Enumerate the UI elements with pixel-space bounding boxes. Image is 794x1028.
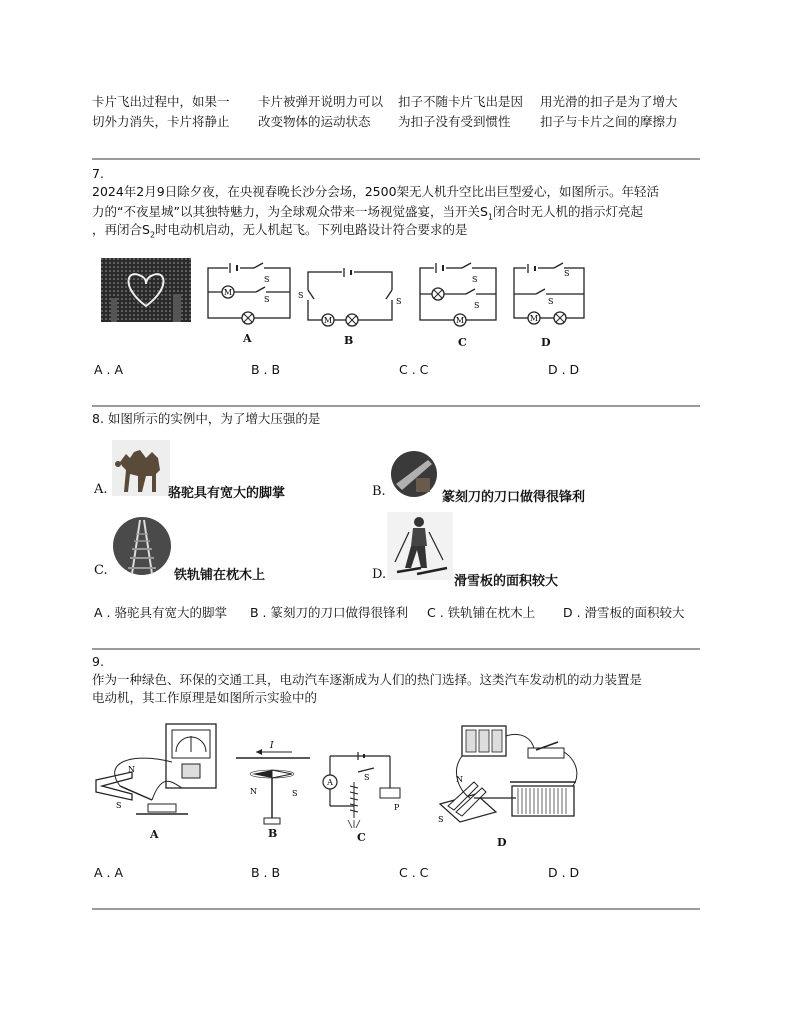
q9-b-n-label: N: [250, 787, 257, 796]
q7-answer-c[interactable]: C . C: [399, 362, 429, 377]
divider: [92, 405, 700, 407]
q9-c-ammeter-label: A: [327, 778, 333, 787]
divider: [92, 648, 700, 650]
skier-image: [387, 512, 453, 580]
q8-answer-c[interactable]: C . 铁轨铺在枕木上: [427, 605, 536, 620]
q7-circuit-label-b: B: [344, 334, 354, 347]
svg-text:S: S: [396, 297, 402, 306]
q9-figure-label-d: D: [497, 836, 507, 849]
q7-stem-line2-sub: 1: [487, 212, 493, 222]
q9-b-current-label: I: [270, 741, 274, 751]
q7-circuit-b: [298, 268, 402, 325]
q6-option-d-line2: 扣子与卡片之间的摩擦力: [540, 114, 678, 129]
q9-a-n-label: N: [128, 765, 135, 774]
q8-item-b-caption: 篆刻刀的刀口做得很锋利: [442, 490, 586, 505]
q7-answer-b[interactable]: B . B: [251, 362, 281, 377]
svg-text:S: S: [298, 291, 304, 300]
q7-stem-line3: ，再闭合S: [92, 222, 150, 237]
q6-option-b-line1: 卡片被弹开说明力可以: [258, 94, 384, 109]
q7-number: 7.: [92, 166, 104, 181]
q9-number: 9.: [92, 654, 104, 669]
q7-stem-line3-sub: 2: [149, 230, 156, 240]
q8-item-a-caption: 骆驼具有宽大的脚掌: [168, 486, 286, 501]
svg-text:S: S: [474, 301, 480, 310]
svg-text:N: N: [456, 775, 463, 784]
q9-c-p-label: P: [394, 803, 400, 812]
q8-item-d-caption: 滑雪板的面积较大: [454, 574, 559, 589]
q9-stem-line2: 电动机，其工作原理是如图所示实验中的: [92, 690, 318, 705]
q9-answer-d[interactable]: D . D: [548, 865, 580, 880]
q8-item-c-caption: 铁轨铺在枕木上: [174, 568, 266, 583]
q9-figure-a: [92, 722, 222, 832]
svg-text:S: S: [364, 773, 370, 782]
q7-answer-a[interactable]: A . A: [94, 362, 124, 377]
railway-image: [112, 516, 172, 576]
q7-circuit-a: [206, 262, 296, 322]
q7-stem-line1: 2024年2月9日除夕夜，在央视春晚长沙分会场，2500架无人机升空比出巨型爱心，如图所示。年轻活: [92, 184, 660, 199]
svg-text:S: S: [264, 275, 270, 284]
svg-text:M: M: [529, 314, 539, 323]
q7-stem-line2-after: 闭合时无人机的指示灯亮起: [492, 204, 643, 219]
divider: [92, 908, 700, 910]
q7-answer-d[interactable]: D . D: [548, 362, 580, 377]
q7-circuit-label-c: C: [458, 336, 467, 349]
q9-figure-b: [232, 741, 314, 832]
camel-image: [112, 440, 170, 496]
q8-item-b-letter: B.: [372, 484, 386, 499]
q7-stem-line3-after: 时电动机启动，无人机起飞。下列电路设计符合要求的是: [155, 222, 468, 237]
q7-drone-photo: [101, 258, 191, 322]
q9-figure-label-a: A: [150, 828, 159, 841]
carving-knife-image: [388, 450, 440, 498]
q9-figure-label-b: B: [268, 827, 278, 840]
q9-figure-d: [440, 722, 590, 840]
q9-b-s-label: S: [292, 789, 298, 798]
q6-option-c-line2: 为扣子没有受到惯性: [398, 114, 511, 129]
q6-option-a-line2: 切外力消失，卡片将静止: [92, 114, 230, 129]
q7-stem-line2: 力的“不夜星城”以其独特魅力，为全球观众带来一场视觉盛宴，当开关S: [92, 204, 488, 219]
q7-a-motor-label: M: [223, 288, 233, 297]
svg-text:M: M: [323, 316, 333, 325]
svg-text:S: S: [472, 275, 478, 284]
svg-text:S: S: [438, 815, 444, 824]
q9-answer-c[interactable]: C . C: [399, 865, 429, 880]
q7-circuit-label-d: D: [541, 336, 551, 349]
q8-item-d-letter: D.: [372, 567, 387, 582]
q7-circuit-d: [512, 264, 588, 324]
q9-answer-a[interactable]: A . A: [94, 865, 124, 880]
q9-answer-b[interactable]: B . B: [251, 865, 281, 880]
q6-option-c-line1: 扣子不随卡片飞出是因: [398, 94, 524, 109]
q8-answer-d[interactable]: D . 滑雪板的面积较大: [563, 605, 685, 620]
q6-option-d: [540, 92, 678, 132]
svg-text:S: S: [264, 295, 270, 304]
q8-answer-b[interactable]: B . 篆刻刀的刀口做得很锋利: [250, 605, 408, 620]
q6-option-d-line1: 用光滑的扣子是为了增大: [540, 94, 678, 109]
svg-text:M: M: [455, 316, 465, 325]
svg-text:S: S: [548, 297, 554, 306]
q7-stem-line3-wrap: [92, 220, 468, 246]
q9-figure-c: [318, 752, 404, 830]
q6-option-b-line2: 改变物体的运动状态: [258, 114, 371, 129]
q9-stem-line1: 作为一种绿色、环保的交通工具，电动汽车逐渐成为人们的热门选择。这类汽车发动机的动力装置是: [92, 672, 643, 687]
q8-answer-a[interactable]: A . 骆驼具有宽大的脚掌: [94, 605, 227, 620]
q8-item-a-letter: A.: [94, 482, 108, 497]
q8-item-c-letter: C.: [94, 563, 108, 578]
q7-circuit-c: [418, 262, 500, 324]
q8-stem: 8. 如图所示的实例中，为了增大压强的是: [92, 411, 321, 426]
q6-option-b: [258, 92, 383, 132]
q6-option-c: [398, 92, 523, 132]
svg-text:S: S: [564, 269, 570, 278]
q7-circuit-label-a: A: [243, 332, 252, 345]
q6-option-a-line1: 卡片飞出过程中，如果一: [92, 94, 230, 109]
q9-figure-label-c: C: [357, 831, 366, 844]
divider: [92, 158, 700, 160]
q6-option-a: [92, 92, 230, 132]
q9-a-s-label: S: [116, 801, 122, 810]
